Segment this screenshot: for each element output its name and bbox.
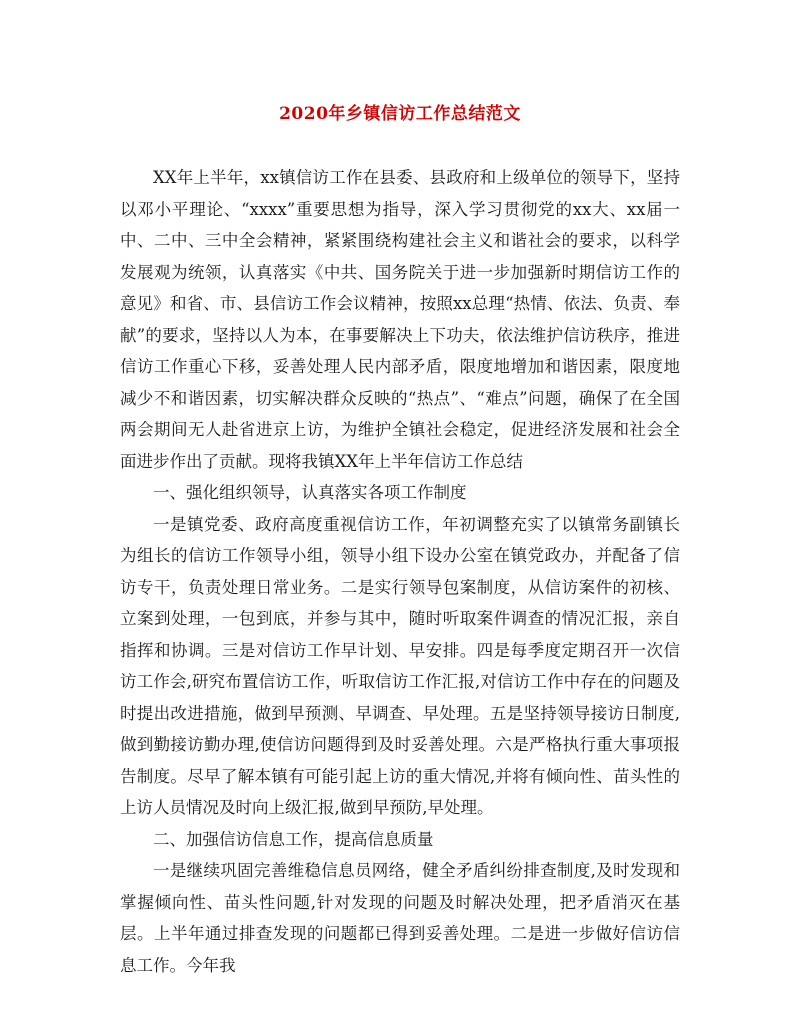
document-title: 2020年乡镇信访工作总结范文 bbox=[279, 104, 521, 124]
section-heading-1: 一、强化组织领导，认真落实各项工作制度 bbox=[153, 483, 467, 502]
paragraph-intro: XX年上半年，xx镇信访工作在县委、县政府和上级单位的领导下，坚持以邓小平理论、“xxxx”重要思想为指导，深入学习贯彻党的xx大、xx届一中、二中、三中全会精神，紧紧围绕构建社会主义和谐社会的要求，以科学发展观为统领，认真落实《中共、国务院关于进一步加强新时期信访工作的意见》和省、市、县信访工作会议精神，按照xx总理“热情、依法、负责、奉献”的要求，坚持以人为本，在事要解决上下功夫，依法维护信访秩序，推进信访工作重心下移，妥善处理人民内部矛盾，限度地增加和谐因素，限度地减少不和谐因素，切实解决群众反映的“热点”、“难点”问题，确保了在全国两会期间无人赴省进京上访，为维护全镇社会稳定，促进经济发展和社会全面进步作出了贡献。现将我镇XX年上半年信访工作总结 bbox=[120, 168, 680, 471]
paragraph-section-2: 一是继续巩固完善维稳信息员网络，健全矛盾纠纷排查制度,及时发现和掌握倾向性、苗头性问题,针对发现的问题及时解决处理，把矛盾消灭在基层。上半年通过排查发现的问题都已得到妥善处理。二是进一步做好信访信息工作。今年我 bbox=[120, 861, 680, 975]
document-body bbox=[120, 162, 680, 981]
paragraph-section-1: 一是镇党委、政府高度重视信访工作，年初调整充实了以镇常务副镇长为组长的信访工作领导小组，领导小组下设办公室在镇党政办，并配备了信访专干，负责处理日常业务。二是实行领导包案制度，从信访案件的初核、立案到处理，一包到底，并参与其中，随时听取案件调查的情况汇报，亲自指挥和协调。三是对信访工作早计划、早安排。四是每季度定期召开一次信访工作会,研究布置信访工作，听取信访工作汇报,对信访工作中存在的问题及时提出改进措施，做到早预测、早调查、早处理。五是坚持领导接访日制度,做到勤接访勤办理,使信访问题得到及时妥善处理。六是严格执行重大事项报告制度。尽早了解本镇有可能引起上访的重大情况,并将有倾向性、苗头性的上访人员情况及时向上级汇报,做到早预防,早处理。 bbox=[120, 514, 680, 817]
section-heading-2: 二、加强信访信息工作，提高信息质量 bbox=[153, 829, 434, 849]
